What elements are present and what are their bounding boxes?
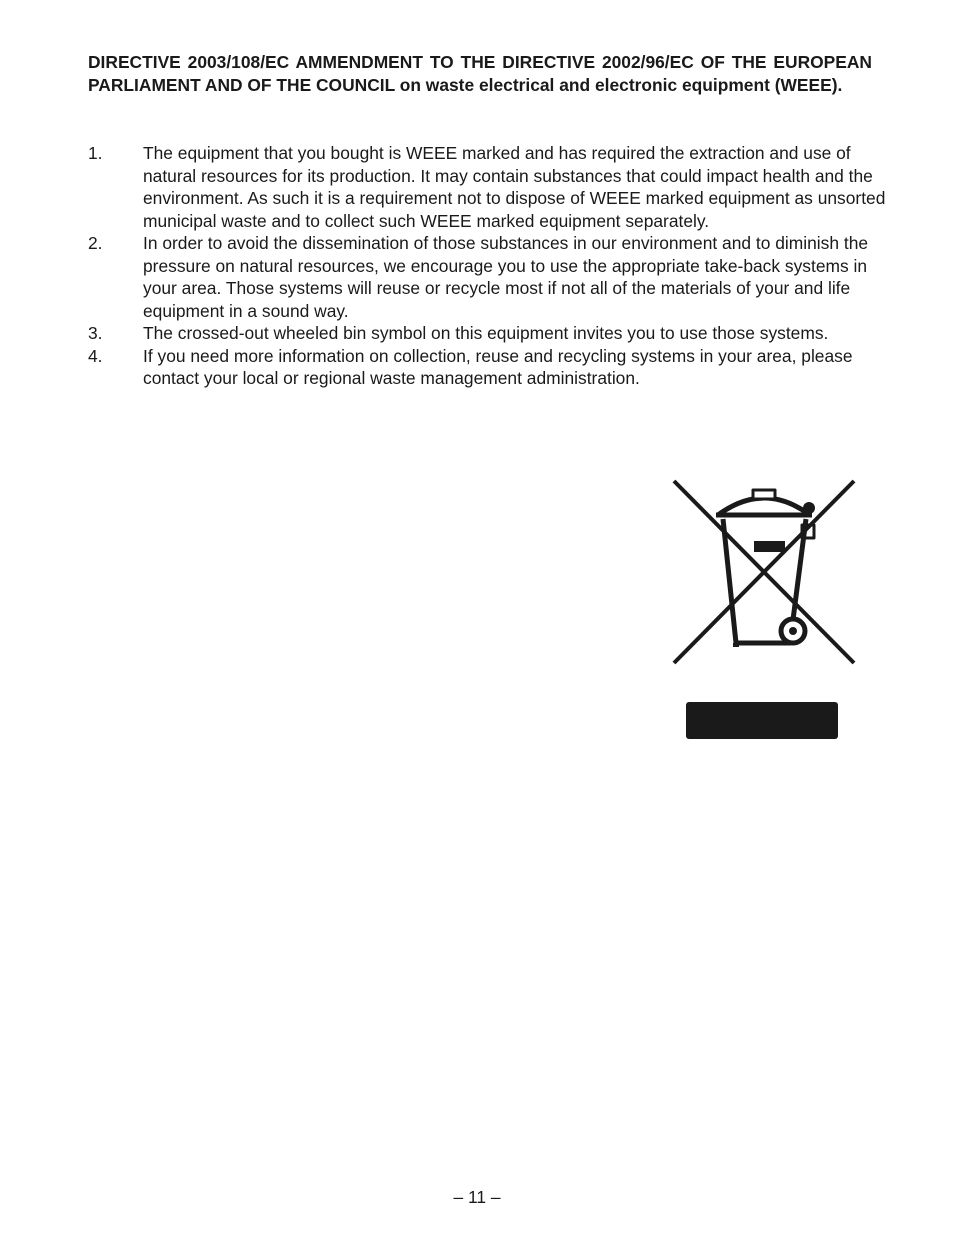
list-item	[88, 232, 888, 322]
list-item-number: 3.	[88, 323, 103, 343]
list-item-text: The equipment that you bought is WEEE marked and has required the extraction and use of natural resources for its production. It may contain substances that could impact health and the environment. As such it is a requirement not to dispose of WEEE marked equipment as unsorted municipal waste and to collect such WEEE marked equipment separately.	[143, 143, 886, 231]
list-item-text: If you need more information on collection, reuse and recycling systems in your area, please contact your local or regional waste management administration.	[143, 345, 853, 388]
directive-heading: DIRECTIVE 2003/108/EC AMMENDMENT TO THE DIRECTIVE 2002/96/EC OF THE EUROPEAN PARLIAMENT AND OF THE COUNCIL on waste electrical and electronic equipment (WEEE).	[88, 52, 872, 95]
list-item-number: 2.	[88, 233, 103, 253]
list-item	[88, 142, 888, 232]
list-item	[88, 345, 888, 390]
list-item-text: In order to avoid the dissemination of those substances in our environment and to diminish the pressure on natural resources, we encourage you to use the appropriate take-back systems in your area. Those systems will reuse or recycle most if not all of the materials of your and life equipment in a sound way.	[143, 233, 869, 321]
list-item-number: 1.	[88, 143, 103, 163]
list-item-number: 4.	[88, 345, 103, 366]
list-item-text: The crossed-out wheeled bin symbol on this equipment invites you to use those systems.	[143, 323, 829, 343]
list-item	[88, 322, 888, 345]
crossed-out-wheeled-bin-icon	[668, 475, 860, 745]
weee-instructions-list	[88, 142, 888, 390]
page-number: – 11 –	[453, 1187, 501, 1207]
